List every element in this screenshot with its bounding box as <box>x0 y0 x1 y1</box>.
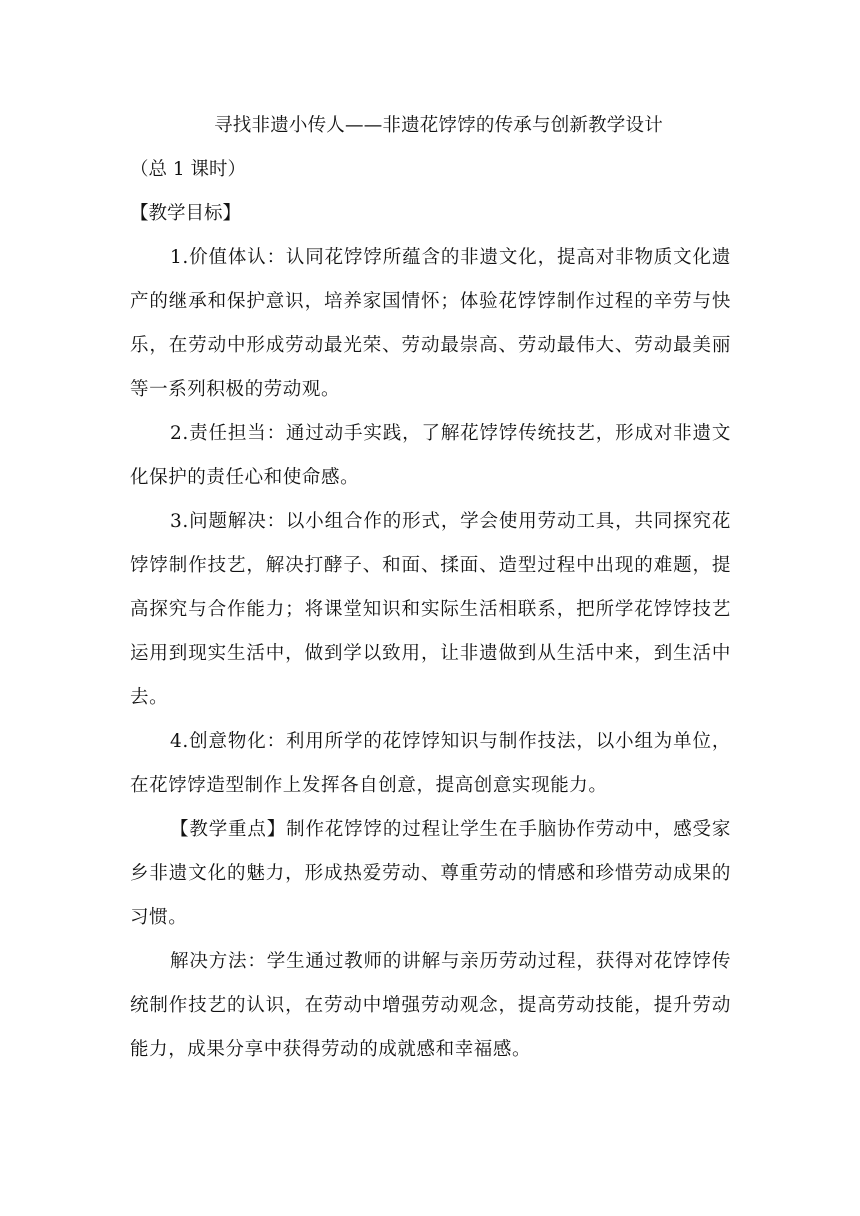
objective-paragraph: 1.价值体认：认同花饽饽所蕴含的非遗文化，提高对非物质文化遗产的继承和保护意识，培养家国情怀；体验花饽饽制作过程的辛劳与快乐，在劳动中形成劳动最光荣、劳动最崇高、劳动最伟大、劳动最美丽等一系列积极的劳动观。 <box>130 247 731 400</box>
objectives-heading: 【教学目标】 <box>130 203 242 224</box>
objective-paragraph: 2.责任担当：通过动手实践，了解花饽饽传统技艺，形成对非遗文化保护的责任心和使命感。 <box>130 423 731 488</box>
objective-paragraph: 4.创意物化：利用所学的花饽饽知识与制作技法，以小组为单位，在花饽饽造型制作上发挥各自创意，提高创意实现能力。 <box>130 731 731 796</box>
objective-paragraph: 3.问题解决：以小组合作的形式，学会使用劳动工具，共同探究花饽饽制作技艺，解决打酵子、和面、揉面、造型过程中出现的难题，提高探究与合作能力；将课堂知识和实际生活相联系，把所学花饽饽技艺运用到现实生活中，做到学以致用，让非遗做到从生活中来，到生活中去。 <box>130 511 731 708</box>
document-page <box>130 104 731 1072</box>
document-subtitle: （总 1 课时） <box>130 159 247 180</box>
document-title: 寻找非遗小传人——非遗花饽饽的传承与创新教学设计 <box>214 115 663 136</box>
key-point-paragraph: 【教学重点】制作花饽饽的过程让学生在手脑协作劳动中，感受家乡非遗文化的魅力，形成热爱劳动、尊重劳动的情感和珍惜劳动成果的习惯。 <box>130 819 731 928</box>
solution-paragraph: 解决方法：学生通过教师的讲解与亲历劳动过程，获得对花饽饽传统制作技艺的认识，在劳动中增强劳动观念，提高劳动技能，提升劳动能力，成果分享中获得劳动的成就感和幸福感。 <box>130 951 731 1060</box>
